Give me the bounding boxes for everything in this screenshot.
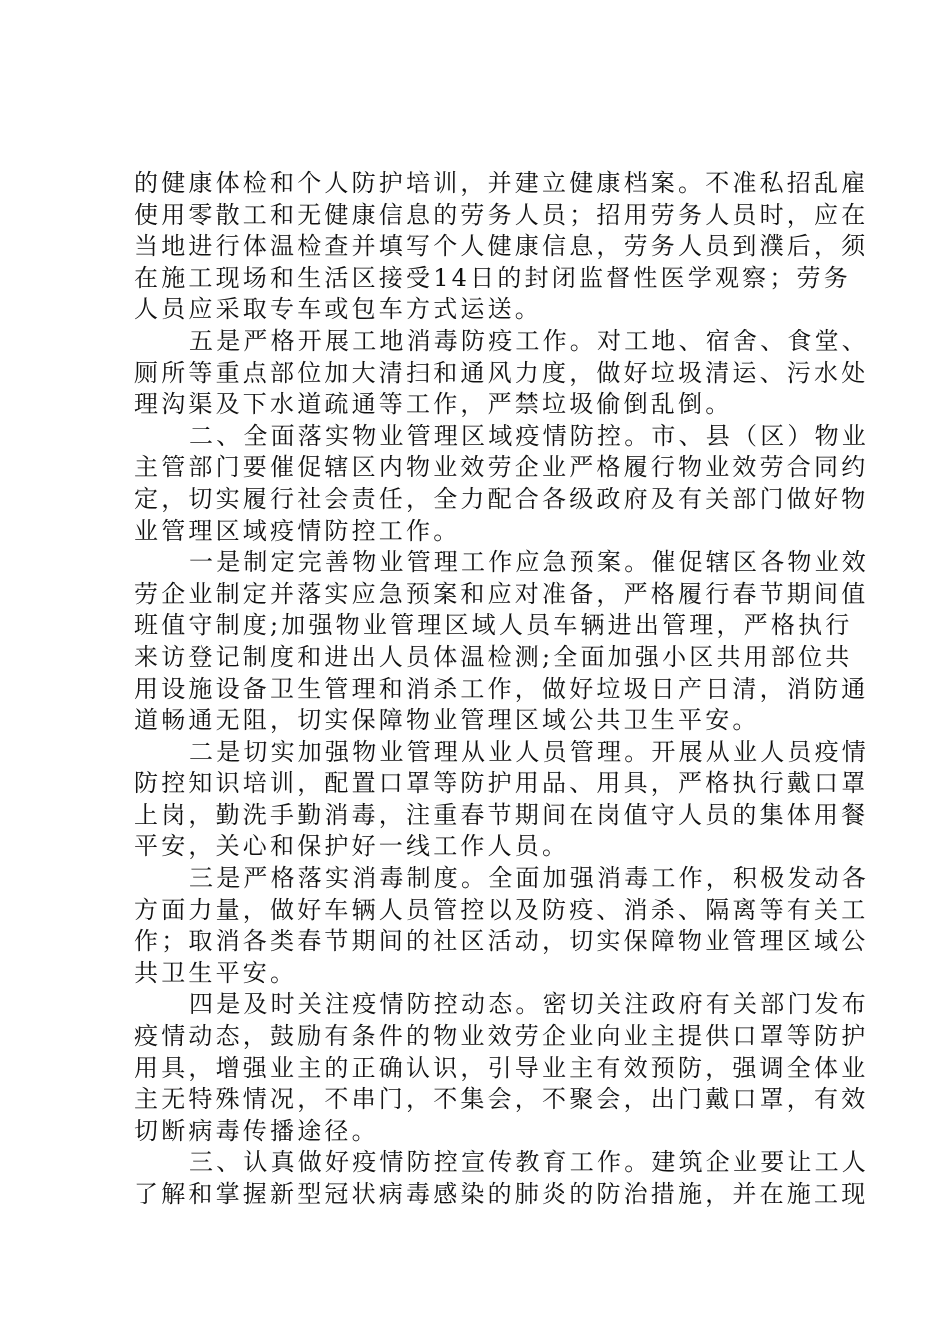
text-line: 厕所等重点部位加大清扫和通风力度，做好垃圾清运、污水处: [134, 358, 869, 387]
text-line: 防控知识培训，配置口罩等防护用品、用具，严格执行戴口罩: [134, 769, 869, 798]
text-line: 道畅通无阻，切实保障物业管理区域公共卫生平安。: [134, 706, 760, 735]
text-line: 人员应采取专车或包车方式运送。: [134, 295, 542, 324]
text-line: 共卫生平安。: [134, 958, 298, 987]
paragraph-start-line: 二是切实加强物业管理从业人员管理。开展从业人员疫情: [189, 737, 869, 766]
paragraph-start-line: 三是严格落实消毒制度。全面加强消毒工作，积极发动各: [189, 864, 869, 893]
text-line: 理沟渠及下水道疏通等工作，严禁垃圾偷倒乱倒。: [134, 390, 733, 419]
section-heading-line: 三、认真做好疫情防控宣传教育工作。建筑企业要让工人: [189, 1148, 869, 1177]
text-line: 主无特殊情况，不串门，不集会，不聚会，出门戴口罩，有效: [134, 1085, 869, 1114]
text-line: 平安，关心和保护好一线工作人员。: [134, 832, 570, 861]
text-line: 上岗，勤洗手勤消毒，注重春节期间在岗值守人员的集体用餐: [134, 800, 869, 829]
text-line: 用设施设备卫生管理和消杀工作，做好垃圾日产日清，消防通: [134, 674, 869, 703]
paragraph-start-line: 五是严格开展工地消毒防疫工作。对工地、宿舍、食堂、: [189, 326, 869, 355]
text-line: 定，切实履行社会责任，全力配合各级政府及有关部门做好物: [134, 484, 869, 513]
text-line: 切断病毒传播途径。: [134, 1116, 379, 1145]
text-line: 疫情动态，鼓励有条件的物业效劳企业向业主提供口罩等防护: [134, 1022, 869, 1051]
paragraph-start-line: 一是制定完善物业管理工作应急预案。催促辖区各物业效: [189, 548, 869, 577]
text-line: 班值守制度;加强物业管理区域人员车辆进出管理，严格执行: [134, 611, 853, 640]
text-line: 主管部门要催促辖区内物业效劳企业严格履行物业效劳合同约: [134, 453, 869, 482]
document-page: [134, 168, 869, 1211]
text-line: 当地进行体温检查并填写个人健康信息，劳务人员到濮后，须: [134, 232, 869, 261]
text-line: 在施工现场和生活区接受14日的封闭监督性医学观察；劳务: [134, 263, 851, 292]
text-line: 业管理区域疫情防控工作。: [134, 516, 461, 545]
text-line: 用具，增强业主的正确认识，引导业主有效预防，强调全体业: [134, 1053, 869, 1082]
text-line: 的健康体检和个人防护培训，并建立健康档案。不准私招乱雇: [134, 169, 869, 197]
text-line: 使用零散工和无健康信息的劳务人员；招用劳务人员时，应在: [134, 200, 869, 229]
text-line: 方面力量，做好车辆人员管控以及防疫、消杀、隔离等有关工: [134, 895, 869, 924]
section-heading-line: 二、全面落实物业管理区域疫情防控。市、县（区）物业: [189, 421, 869, 450]
paragraph-start-line: 四是及时关注疫情防控动态。密切关注政府有关部门发布: [189, 990, 869, 1019]
text-line: 作；取消各类春节期间的社区活动，切实保障物业管理区域公: [134, 927, 869, 956]
text-line: 了解和掌握新型冠状病毒感染的肺炎的防治措施，并在施工现: [134, 1180, 869, 1208]
text-line: 劳企业制定并落实应急预案和应对准备，严格履行春节期间值: [134, 579, 869, 608]
text-line: 来访登记制度和进出人员体温检测;全面加强小区共用部位共: [134, 642, 853, 671]
